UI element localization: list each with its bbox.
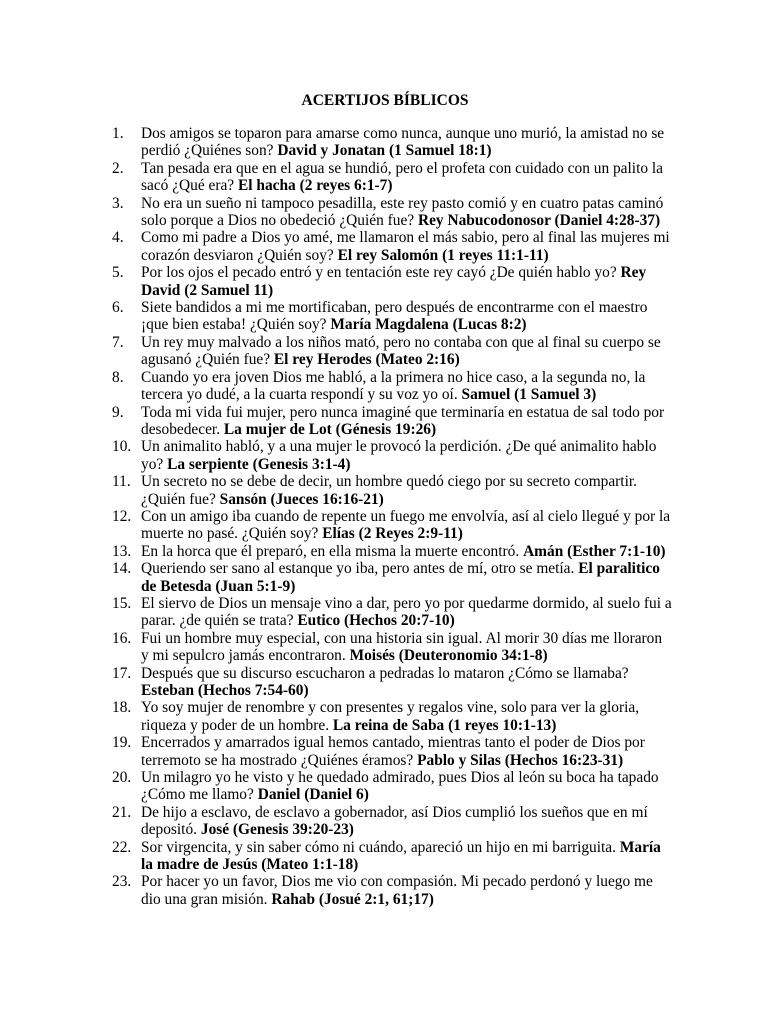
riddle-answer: María Magdalena (Lucas 8:2) xyxy=(330,316,527,334)
riddle-answer: Elías (2 Reyes 2:9-11) xyxy=(322,525,463,543)
riddle-item xyxy=(112,804,672,839)
riddle-number: 11. xyxy=(112,473,131,491)
riddle-number: 9. xyxy=(112,403,124,421)
riddle-number: 21. xyxy=(112,803,132,821)
riddle-answer: El rey Salomón (1 reyes 11:1-11) xyxy=(337,246,549,264)
riddle-answer: Pablo y Silas (Hechos 16:23-31) xyxy=(417,751,624,769)
riddle-question: En la horca que él preparó, en ella misma la muerte encontró. xyxy=(141,542,520,560)
riddle-list xyxy=(112,125,672,908)
riddle-number: 15. xyxy=(112,594,132,612)
riddle-number: 13. xyxy=(112,542,132,560)
riddle-answer: La mujer de Lot (Génesis 19:26) xyxy=(223,420,437,438)
riddle-question: Por hacer yo un favor, Dios me vio con compasión. Mi pecado perdonó y luego me dio una gran misión. xyxy=(141,873,653,908)
riddle-answer: Rey David (2 Samuel 11) xyxy=(141,264,647,299)
riddle-item xyxy=(112,369,672,404)
riddle-question: Sor virgencita, y sin saber cómo ni cuándo, apareció un hijo en mi barriguita. xyxy=(141,838,616,856)
page-title: ACERTIJOS BÍBLICOS xyxy=(301,92,469,109)
riddle-number: 18. xyxy=(112,699,132,717)
riddle-item xyxy=(112,560,672,595)
riddle-answer: Eutico (Hechos 20:7-10) xyxy=(297,612,455,630)
riddle-item xyxy=(112,699,672,734)
riddle-question: Un rey muy malvado a los niños mató, pero no contaba con que al final su cuerpo se agusanó ¿Quién fue? xyxy=(141,333,661,369)
riddle-question: Un milagro yo he visto y he quedado admirado, pues Dios al león su boca ha tapado ¿Cómo me llamo? xyxy=(141,769,659,804)
riddle-item xyxy=(112,438,672,473)
riddle-number: 14. xyxy=(112,560,132,578)
riddle-answer: Moisés (Deuteronomio 34:1-8) xyxy=(349,647,548,665)
riddle-question: Toda mi vida fui mujer, pero nunca imaginé que terminaría en estatua de sal todo por desobedecer. xyxy=(141,403,665,438)
riddle-answer: La reina de Saba (1 reyes 10:1-13) xyxy=(332,716,557,734)
riddle-number: 1. xyxy=(112,125,124,142)
riddle-answer: Daniel (Daniel 6) xyxy=(257,786,369,804)
riddle-question: Siete bandidos a mi me mortificaban, pero después de encontrarme con el maestro ¡que bien estaba! ¿Quién soy? xyxy=(141,299,648,334)
riddle-answer: El paralitico de Betesda (Juan 5:1-9) xyxy=(141,560,660,595)
riddle-answer: La serpiente (Genesis 3:1-4) xyxy=(167,455,351,473)
riddle-item xyxy=(112,630,672,665)
riddle-answer: Rahab (Josué 2:1, 61;17) xyxy=(271,890,434,908)
riddle-number: 2. xyxy=(112,159,124,177)
riddle-item xyxy=(112,508,672,543)
riddle-question: Yo soy mujer de renombre y con presentes y regalos vine, solo para ver la gloria, riqueza y poder de un hombre. xyxy=(141,699,640,734)
riddle-answer: El hacha (2 reyes 6:1-7) xyxy=(238,177,393,195)
riddle-item xyxy=(112,543,672,560)
riddle-number: 5. xyxy=(112,264,124,282)
riddle-item xyxy=(112,334,672,369)
riddle-item xyxy=(112,473,672,508)
riddle-number: 23. xyxy=(112,873,132,891)
riddle-item xyxy=(112,264,672,299)
riddle-item xyxy=(112,769,672,804)
riddle-number: 17. xyxy=(112,664,132,682)
riddle-question: Encerrados y amarrados igual hemos cantado, mientras tanto el poder de Dios por terremoto se ha mostrado ¿Quiénes éramos? xyxy=(141,734,645,769)
riddle-item xyxy=(112,595,672,630)
riddle-question: Con un amigo iba cuando de repente un fuego me envolvía, así al cielo llegué y por la muerte no pasé. ¿Quién soy? xyxy=(141,507,671,543)
riddle-number: 4. xyxy=(112,229,124,247)
riddle-answer: Rey Nabucodonosor (Daniel 4:28-37) xyxy=(417,212,661,230)
riddle-answer: José (Genesis 39:20-23) xyxy=(200,821,354,839)
riddle-question: Cuando yo era joven Dios me habló, a la primera no hice caso, a la segunda no, la tercera yo dudé, a la cuarta respondí y su voz yo oí. xyxy=(141,368,646,404)
riddle-question: Un animalito habló, y a una mujer le provocó la perdición. ¿De qué animalito hablo yo? xyxy=(141,438,657,473)
riddle-answer: María la madre de Jesús (Mateo 1:1-18) xyxy=(141,838,661,874)
riddle-answer: Amán (Esther 7:1-10) xyxy=(523,542,666,560)
riddle-question: Fui un hombre muy especial, con una historia sin igual. Al morir 30 días me lloraron y mi sepulcro jamás encontraron. xyxy=(141,629,663,665)
riddle-question: El siervo de Dios un mensaje vino a dar, pero yo por quedarme dormido, al suelo fui a parar. ¿de quién se trata? xyxy=(141,594,672,630)
riddle-number: 16. xyxy=(112,629,132,647)
riddle-question: Después que su discurso escucharon a pedradas lo mataron ¿Cómo se llamaba? xyxy=(141,664,629,682)
riddle-question: Por los ojos el pecado entró y en tentación este rey cayó ¿De quién hablo yo? xyxy=(141,264,617,282)
riddle-item xyxy=(112,734,672,769)
riddle-question: Un secreto no se debe de decir, un hombre quedó ciego por su secreto compartir. ¿Quién fue? xyxy=(141,473,637,508)
riddle-question: No era un sueño ni tampoco pesadilla, este rey pasto comió y en cuatro patas caminó solo porque a Dios no obedeció ¿Quién fue? xyxy=(141,194,664,230)
riddle-item xyxy=(112,665,672,700)
riddle-number: 12. xyxy=(112,507,132,525)
riddle-number: 22. xyxy=(112,838,132,856)
riddle-question: Queriendo ser sano al estanque yo iba, pero antes de mí, otro se metía. xyxy=(141,560,575,578)
riddle-item xyxy=(112,229,672,264)
riddle-answer: Samuel (1 Samuel 3) xyxy=(461,386,597,404)
riddle-number: 6. xyxy=(112,299,124,317)
riddle-item xyxy=(112,125,672,160)
riddle-question: Como mi padre a Dios yo amé, me llamaron el más sabio, pero al final las mujeres mi corazón desviaron ¿Quién soy? xyxy=(141,229,670,264)
riddle-item xyxy=(112,839,672,874)
riddle-item xyxy=(112,195,672,230)
riddle-item xyxy=(112,299,672,334)
riddle-question: Tan pesada era que en el agua se hundió, pero el profeta con cuidado con un palito la sacó ¿Qué era? xyxy=(141,159,663,195)
riddle-number: 20. xyxy=(112,769,132,787)
riddle-answer: David y Jonatan (1 Samuel 18:1) xyxy=(277,142,492,160)
riddle-item xyxy=(112,404,672,439)
riddle-number: 10. xyxy=(112,438,132,456)
riddle-number: 8. xyxy=(112,368,124,386)
riddle-item xyxy=(112,873,672,908)
riddle-number: 7. xyxy=(112,333,124,351)
riddle-answer: El rey Herodes (Mateo 2:16) xyxy=(273,351,460,369)
riddle-number: 19. xyxy=(112,734,132,752)
riddle-number: 3. xyxy=(112,194,124,212)
riddle-item xyxy=(112,160,672,195)
riddle-answer: Esteban (Hechos 7:54-60) xyxy=(141,682,309,699)
riddle-question: De hijo a esclavo, de esclavo a gobernador, así Dios cumplió los sueños que en mí depositó. xyxy=(141,803,648,839)
riddle-question: Dos amigos se toparon para amarse como nunca, aunque uno murió, la amistad no se perdió ¿Quiénes son? xyxy=(141,125,665,160)
riddle-answer: Sansón (Jueces 16:16-21) xyxy=(219,490,384,508)
